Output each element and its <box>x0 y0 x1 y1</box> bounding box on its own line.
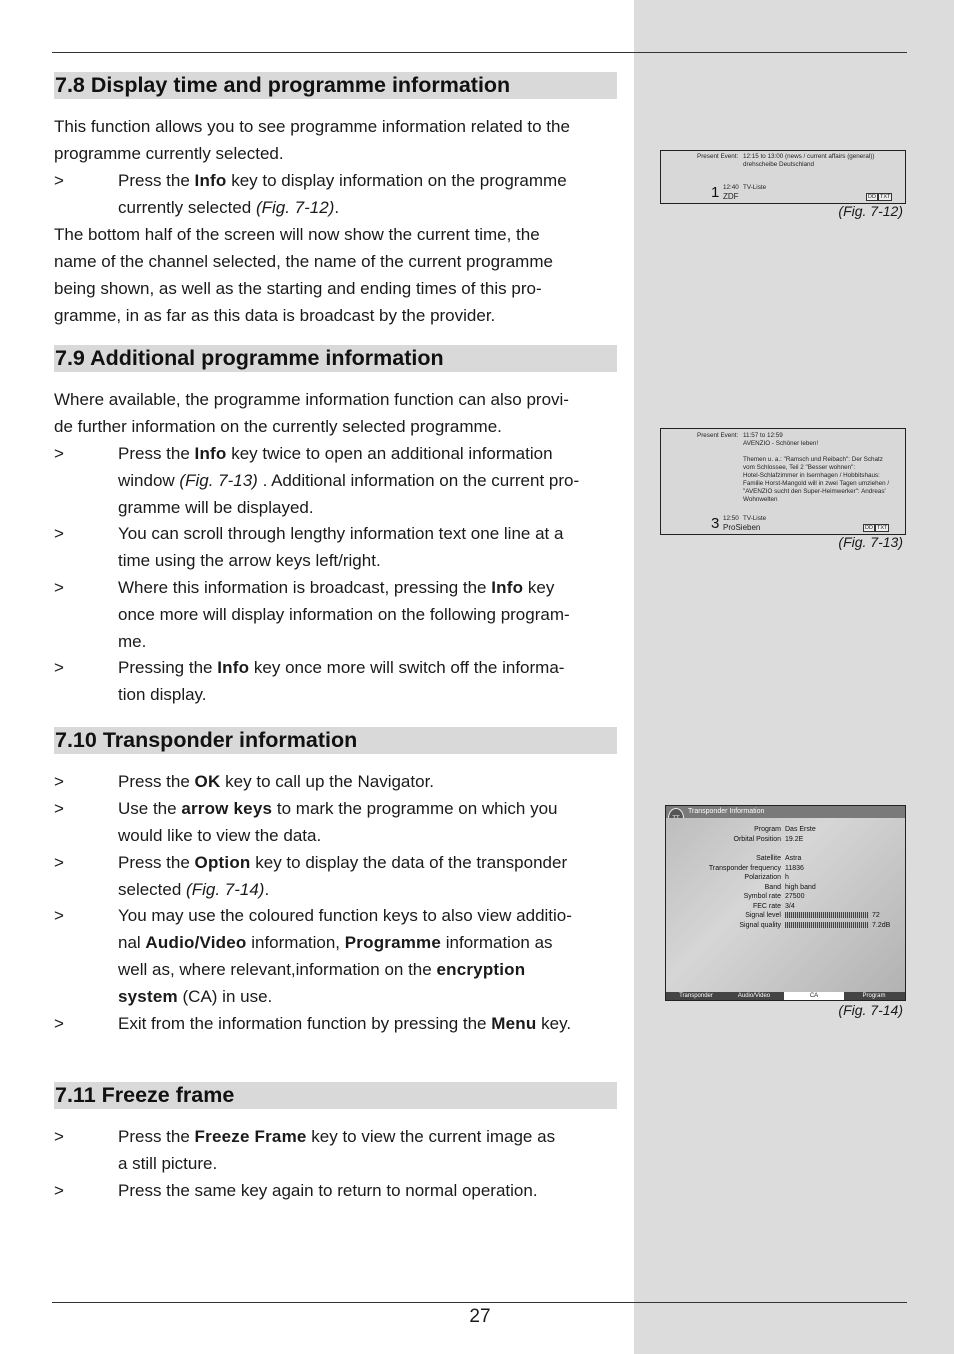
key-name: Programme <box>344 933 442 952</box>
figure-caption: (Fig. 7-13) <box>838 534 903 550</box>
key-name: OK <box>194 772 221 791</box>
dolby-badge: DD <box>865 525 873 531</box>
key-name: Option <box>194 853 251 872</box>
key-name: Freeze Frame <box>194 1127 307 1146</box>
tab-ca: CA <box>784 992 844 1000</box>
dolby-badge: DD <box>868 194 876 200</box>
teletext-badge: TXT <box>880 194 891 200</box>
transponder-window-title: Transponder Information <box>666 806 906 818</box>
paragraph: Where available, the programme information function can also provi- de further information on the currently selected programme. <box>54 390 569 436</box>
channel-number: 1 <box>711 184 720 201</box>
teletext-badge: TXT <box>877 525 888 531</box>
figure-reference: (Fig. 7-14) <box>186 880 265 899</box>
footer-rule <box>52 1302 907 1303</box>
figure-reference: (Fig. 7-12) <box>255 198 335 217</box>
figure-7-14-screenshot: Transponder Information Program Das Erste Orbital Position 19.2E Satellite Astra Transponder frequency 11836 Polarization h Band high band Symbol rate 27500 FEC rate 3/4 Signal level 72 Signal quality 7.2dB Transponder Audio/Video CA Program <box>665 805 906 1001</box>
figure-caption: (Fig. 7-12) <box>838 203 903 219</box>
channel-name: ZDF <box>723 192 739 201</box>
key-name: Info <box>194 171 227 190</box>
figure-reference: (Fig. 7-13) <box>179 471 258 490</box>
bullet-marker: > <box>54 524 64 543</box>
key-name: Info <box>194 444 227 463</box>
key-name: Menu <box>491 1014 537 1033</box>
bullet-marker: > <box>54 1127 64 1146</box>
bullet-marker: > <box>54 658 64 677</box>
header-rule <box>52 52 907 53</box>
tab-audio-video: Audio/Video <box>737 993 771 999</box>
figure-7-13-screenshot: Present Event: 11:57 to 12:59 AVENZIO - Schöner leben! Themen u. a.: "Ramsch und Reibach": Der Schatz vom Schlossee, Teil 2 "Besser wohnen": Hotel-Schlafzimmer in Isernhagen / Hobbitshaus: Familie Horst-Mangold will in zwei Tagen umziehen / "AVENZIO sucht den Super-Heimwerker": Andreas' Wohnwelten 3 12:50 TV-Liste ProSieben DD TXT <box>660 428 906 535</box>
key-name: Audio/Video <box>145 933 247 952</box>
bullet-marker: > <box>54 799 64 818</box>
section-heading-7-9: 7.9 Additional programme information <box>54 345 617 372</box>
bullet-marker: > <box>54 578 64 597</box>
function-key-tabs <box>666 992 906 1000</box>
tab-program: Program <box>862 993 886 999</box>
bullet-marker: > <box>54 906 64 925</box>
key-name: Info <box>491 578 524 597</box>
channel-number: 3 <box>711 515 720 532</box>
section-heading-7-10: 7.10 Transponder information <box>54 727 617 754</box>
tab-transponder: Transponder <box>679 993 713 999</box>
figure-7-12-screenshot: Present Event: 12:15 to 13:00 (news / current affairs (general)) drehscheibe Deutschland 1 12:40 TV-Liste ZDF DD TXT <box>660 150 906 204</box>
paragraph: This function allows you to see programme information related to the programme currently selected. <box>54 117 570 163</box>
bullet-marker: > <box>54 1181 64 1200</box>
bullet-marker: > <box>54 1014 64 1033</box>
section-heading-7-8: 7.8 Display time and programme information <box>54 72 617 99</box>
channel-name: ProSieben <box>723 523 761 532</box>
key-name: encryption <box>436 960 526 979</box>
section-heading-7-11: 7.11 Freeze frame <box>54 1082 617 1109</box>
key-name: system <box>118 987 178 1006</box>
bullet-marker: > <box>54 171 64 190</box>
figure-caption: (Fig. 7-14) <box>838 1002 903 1018</box>
signal-level-bar <box>785 912 869 918</box>
key-name: arrow keys <box>181 799 273 818</box>
bullet-marker: > <box>54 853 64 872</box>
signal-quality-bar <box>785 922 869 928</box>
key-name: Info <box>217 658 250 677</box>
bullet-marker: > <box>54 772 64 791</box>
paragraph: The bottom half of the screen will now show the current time, the name of the channel selected, the name of the current programme being shown, as well as the starting and ending times of this pro- gramme, in as far as this data is broadcast by the provider. <box>54 225 553 325</box>
bullet-marker: > <box>54 444 64 463</box>
page-number: 27 <box>469 1306 491 1327</box>
